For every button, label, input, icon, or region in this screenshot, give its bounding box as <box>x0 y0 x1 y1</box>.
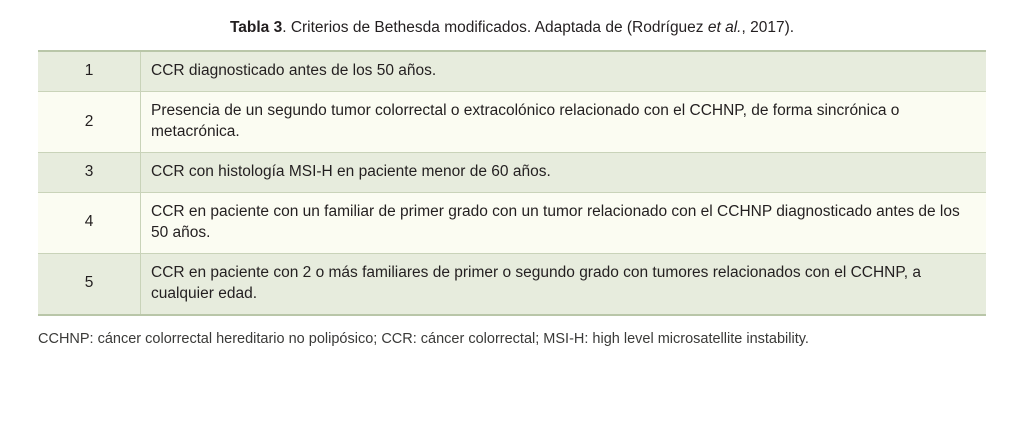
table-row <box>38 152 986 192</box>
row-number: 4 <box>38 192 141 253</box>
row-criterion: CCR con histología MSI-H en paciente menor de 60 años. <box>141 152 987 192</box>
row-criterion: Presencia de un segundo tumor colorrectal o extracolónico relacionado con el CCHNP, de forma sincrónica o metacrónica. <box>141 92 987 153</box>
row-number: 3 <box>38 152 141 192</box>
row-criterion: CCR en paciente con 2 o más familiares de primer o segundo grado con tumores relacionados con el CCHNP, a cualquier edad. <box>141 253 987 313</box>
table-row <box>38 92 986 153</box>
row-number: 2 <box>38 92 141 153</box>
row-criterion: CCR en paciente con un familiar de primer grado con un tumor relacionado con el CCHNP diagnosticado antes de los 50 años. <box>141 192 987 253</box>
criteria-table <box>38 52 986 313</box>
table-footnote: CCHNP: cáncer colorrectal hereditario no polipósico; CCR: cáncer colorrectal; MSI-H: high level microsatellite instability. <box>38 330 809 347</box>
table-caption-text-before: . Criterios de Bethesda modificados. Adaptada de (Rodríguez <box>282 19 708 36</box>
table-caption-text-after: , 2017). <box>741 19 795 36</box>
row-number: 5 <box>38 253 141 313</box>
table-caption <box>0 0 1024 50</box>
table-row <box>38 192 986 253</box>
row-criterion: CCR diagnosticado antes de los 50 años. <box>141 52 987 91</box>
criteria-table-wrapper <box>38 50 986 315</box>
row-number: 1 <box>38 52 141 91</box>
table-caption-label: Tabla 3 <box>229 19 283 36</box>
table-row <box>38 253 986 313</box>
table-caption-italic: et al. <box>707 19 742 36</box>
table-row <box>38 52 986 91</box>
